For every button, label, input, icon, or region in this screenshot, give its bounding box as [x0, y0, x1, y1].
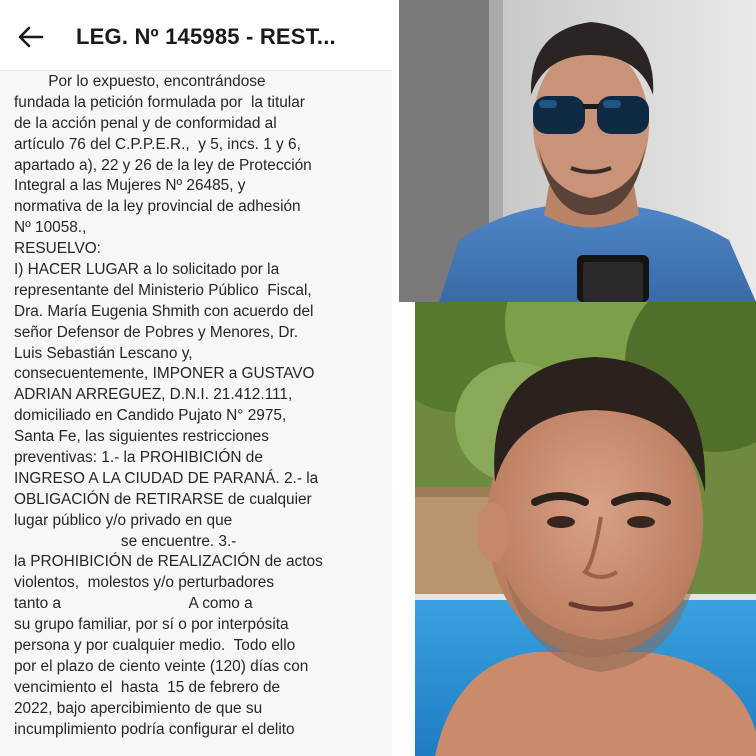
arrow-left-icon: [18, 26, 44, 48]
document-line: preventivas: 1.- la PROHIBICIÓN de: [14, 449, 263, 467]
document-line: Por lo expuesto, encontrándose: [14, 73, 266, 90]
document-line: incumplimiento podría configurar el delito: [14, 720, 295, 738]
document-line: la PROHIBICIÓN de REALIZACIÓN de actos: [14, 553, 323, 571]
document-line: artículo 76 del C.P.P.E.R., y 5, incs. 1 y 6,: [14, 135, 301, 153]
document-line: Dra. María Eugenia Shmith con acuerdo del: [14, 302, 314, 320]
document-line: tanto a A como a: [14, 595, 253, 613]
document-line: RESUELVO:: [14, 240, 101, 258]
document-line: domiciliado en Candido Pujato N° 2975,: [14, 407, 287, 425]
document-line: persona y por cualquier medio. Todo ello: [14, 637, 296, 655]
document-line: representante del Ministerio Público Fiscal,: [14, 281, 312, 299]
document-line: por el plazo de ciento veinte (120) días con: [14, 657, 309, 675]
document-line: I) HACER LUGAR a lo solicitado por la: [14, 261, 280, 279]
document-line: consecuentemente, IMPONER a GUSTAVO: [14, 365, 315, 383]
document-body: [14, 72, 386, 741]
document-line: de la acción penal y de conformidad al: [14, 114, 277, 132]
document-line: Nº 10058.,: [14, 219, 87, 237]
document-header: [0, 0, 392, 71]
document-line: Santa Fe, las siguientes restricciones: [14, 428, 269, 446]
document-title: LEG. Nº 145985 - REST...: [76, 24, 336, 49]
document-line: señor Defensor de Pobres y Menores, Dr.: [14, 323, 299, 341]
document-line: Integral a las Mujeres Nº 26485, y: [14, 177, 246, 195]
photo-man-pool: [415, 302, 756, 756]
back-button[interactable]: [14, 20, 48, 54]
document-line: violentos, molestos y/o perturbadores: [14, 574, 275, 592]
document-line: apartado a), 22 y 26 de la ley de Protección: [14, 156, 312, 174]
photo-man-sunglasses: [399, 0, 756, 302]
collage-divider: [399, 302, 415, 756]
document-line: Luis Sebastián Lescano y,: [14, 344, 193, 362]
document-line: lugar público y/o privado en que: [14, 511, 233, 529]
document-line: normativa de la ley provincial de adhesión: [14, 198, 301, 216]
document-line: vencimiento el hasta 15 de febrero de: [14, 678, 281, 696]
photo-man-pool-image: [415, 302, 756, 756]
document-line: fundada la petición formulada por la titular: [14, 93, 305, 111]
collage-divider: [392, 0, 399, 756]
document-line: ADRIAN ARREGUEZ, D.N.I. 21.412.111,: [14, 386, 293, 404]
document-line: OBLIGACIÓN de RETIRARSE de cualquier: [14, 490, 312, 508]
document-line: se encuentre. 3.-: [14, 532, 237, 550]
document-line: su grupo familiar, por sí o por interpósita: [14, 616, 289, 634]
document-line: 2022, bajo apercibimiento de que su: [14, 699, 263, 717]
photo-man-sunglasses-image: [399, 0, 756, 302]
document-line: INGRESO A LA CIUDAD DE PARANÁ. 2.- la: [14, 469, 319, 487]
